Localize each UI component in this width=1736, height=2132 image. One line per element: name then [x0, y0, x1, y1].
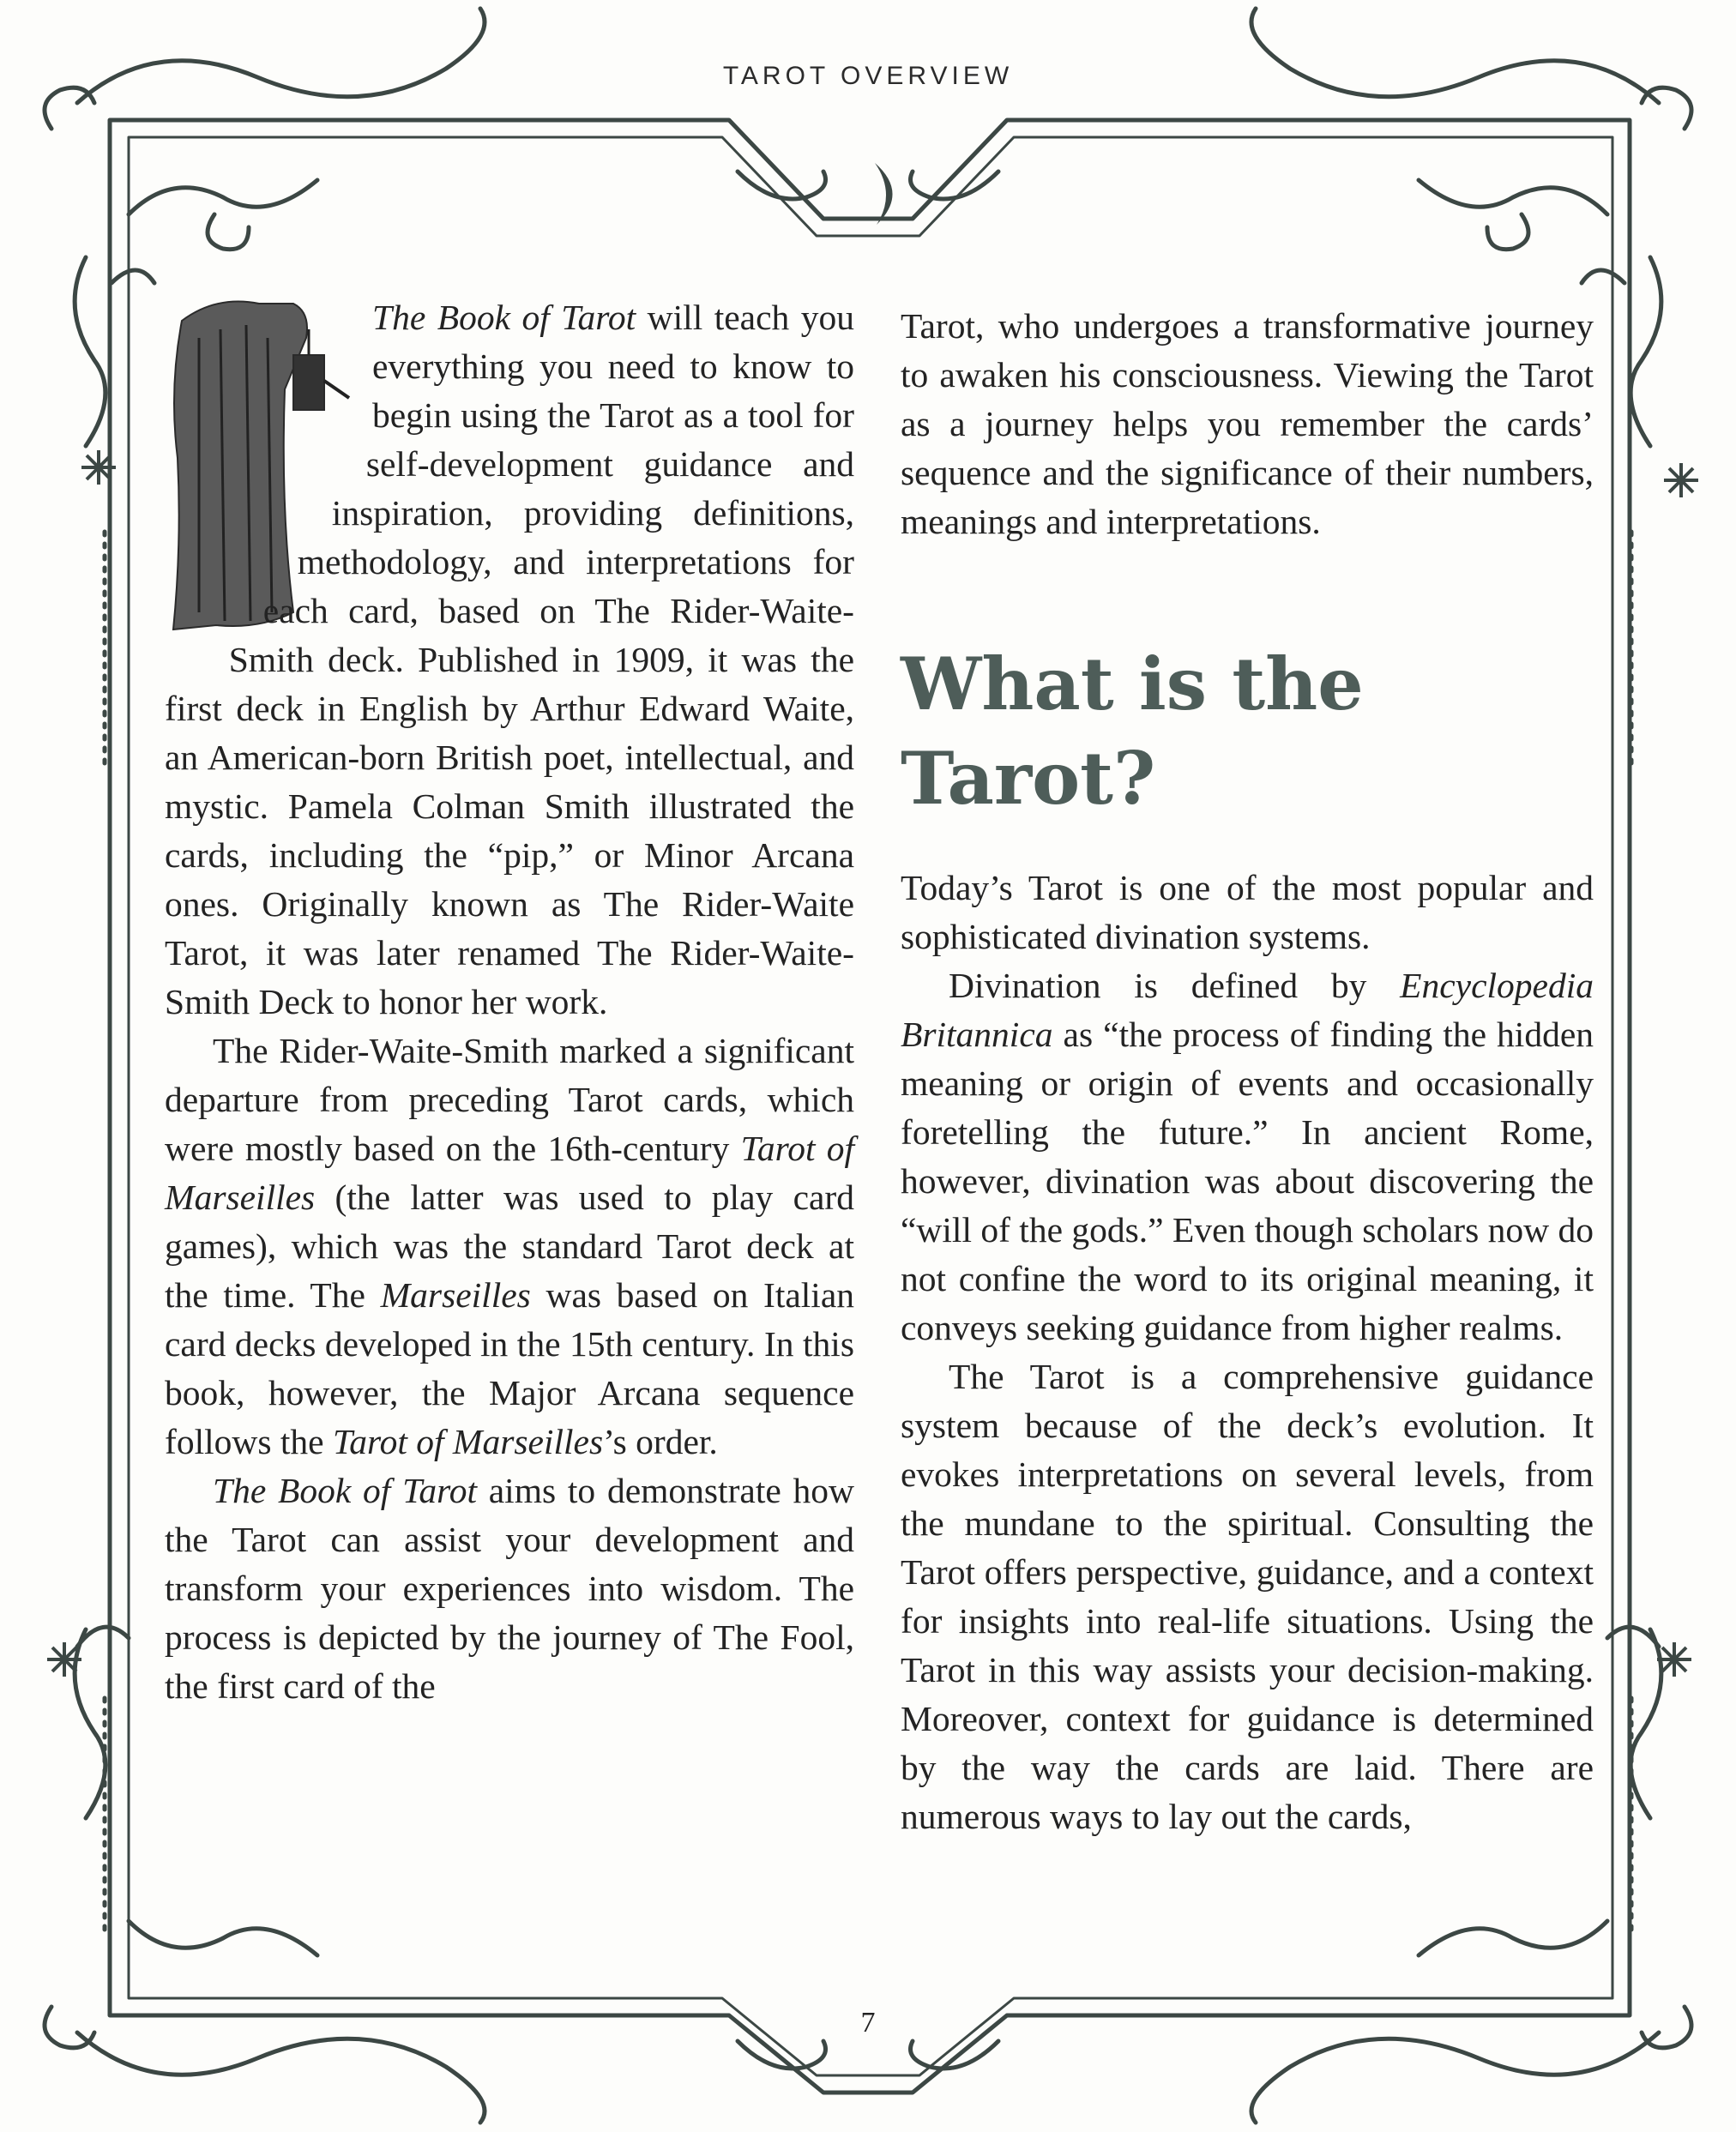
crescent-moon-icon — [875, 163, 893, 225]
paragraph-text: Today’s Tarot is one of the most popular and sophisticated divination systems. — [901, 868, 1594, 956]
italic-term: Marseilles — [380, 1275, 531, 1315]
paragraph-text: The Rider-Waite-Smith marked a significant departure from preceding Tarot cards, which were mostly based on the 16th-century — [165, 1031, 854, 1168]
italic-term: Encyclopedia Britannica — [901, 966, 1594, 1054]
paragraph-text: Divination is defined by — [949, 966, 1401, 1005]
star-icon — [47, 1642, 81, 1677]
paragraph-text: as “the process of finding the hidden meaning or origin of events and occasionally foretelling the future.” In ancient Rome, however, divination was about discovering the “will of the gods.” Even though scholars now do not confine the word to its original meaning, it conveys seeking guidance from higher realms. — [901, 1015, 1594, 1347]
italic-term: Tarot of Marseilles — [332, 1422, 604, 1461]
paragraph-text: ’s order. — [603, 1422, 718, 1461]
star-icon — [1657, 1642, 1691, 1677]
book-title: The Book of Tarot — [213, 1471, 477, 1510]
paragraph-text: was based on Italian card decks developed in the 15th century. In this book, however, the Major Arcana sequence follows the — [165, 1275, 855, 1461]
paragraph-text: Tarot, who undergoes a transformative journey to awaken his consciousness. Viewing the Tarot as a journey helps you remember the cards’ sequence and the significance of their numbers, meanings and interpretations. — [901, 306, 1594, 541]
paragraph-text: The Tarot is a comprehensive guidance system because of the deck’s evolution. It evokes interpretations on several levels, from the mundane to the spiritual. Consulting the Tarot offers perspective, guidance, and a context for insights into real-life situations. Using the Tarot in this way assists your decision-making. Moreover, context for guidance is determined by the way the cards are laid. There are numerous ways to lay out the cards, — [901, 1357, 1594, 1836]
paragraph-text: aims to demonstrate how the Tarot can assist your development and transform your experiences into wisdom. The process is depicted by the journey of The Fool, the first card of the — [165, 1471, 854, 1706]
left-column — [165, 293, 854, 1711]
right-column — [901, 302, 1594, 1841]
star-icon — [1664, 463, 1698, 497]
book-title: The Book of Tarot — [372, 298, 636, 337]
running-head: TAROT OVERVIEW — [722, 62, 1014, 90]
paragraph-text: will teach you everything you need to know to begin using the Tarot as a tool for self-development guidance and inspiration, providing definitions, methodology, and interpretations for each card, based on The Rider-Waite-Smith deck. Published in 1909, it was the first deck in English by Arthur Edward Waite, an American-born British poet, intellectual, and mystic. Pamela Colman Smith illustrated the cards, including the “pip,” or Minor Arcana ones. Originally known as The Rider-Waite Tarot, it was later renamed The Rider-Waite-Smith Deck to honor her work. — [165, 298, 854, 1021]
section-heading: What is the Tarot? — [901, 641, 1364, 821]
paragraph-text: (the latter was used to play card games), which was the standard Tarot deck at the time. The — [165, 1177, 854, 1315]
page-number: 7 — [860, 2007, 876, 2039]
star-icon — [81, 450, 116, 485]
italic-term: Tarot of Marseilles — [165, 1129, 854, 1217]
